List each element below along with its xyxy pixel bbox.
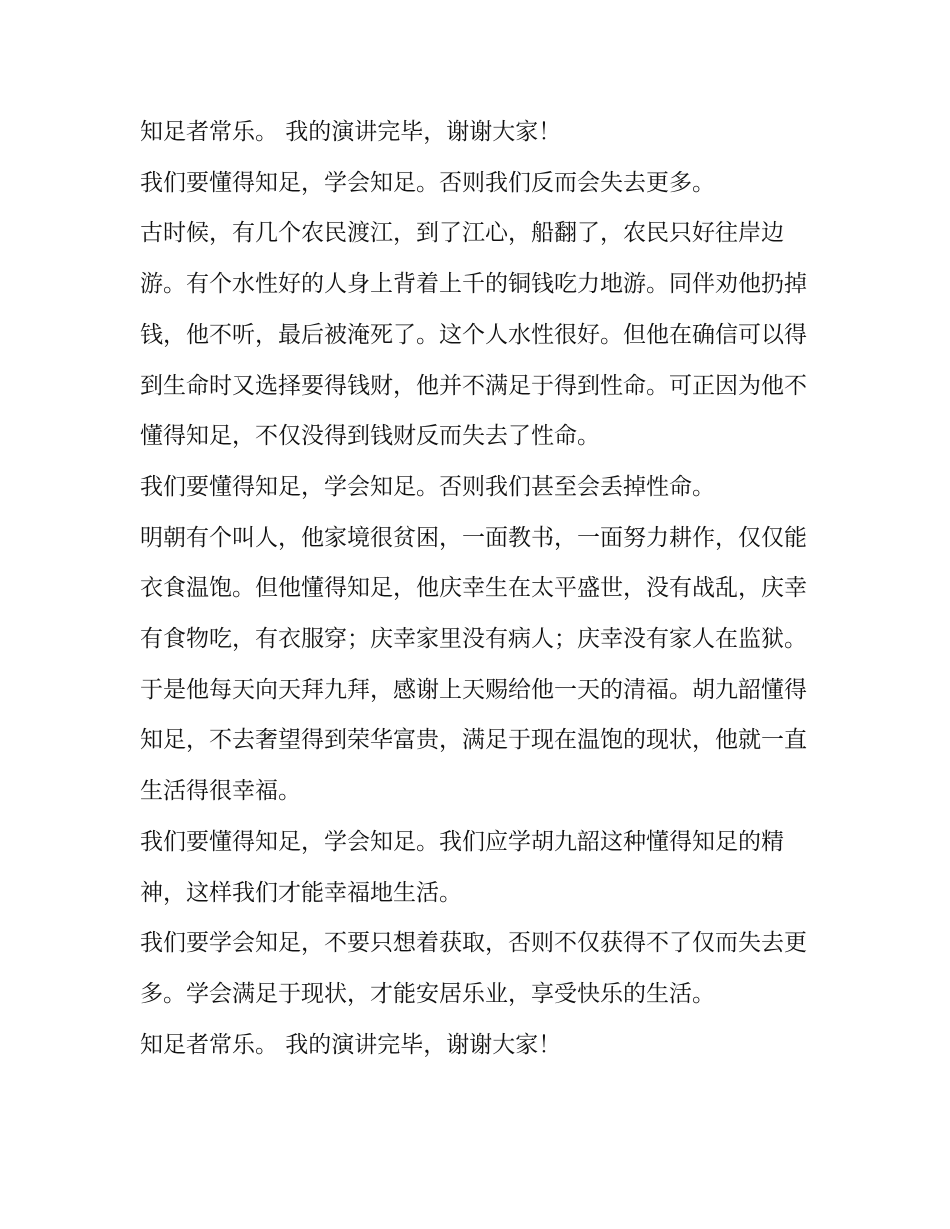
paragraph-story-farmers: 古时候，有几个农民渡江，到了江心，船翻了，农民只好往岸边游。有个水性好的人身上背着上千的铜钱吃力地游。同伴劝他扔掉钱，他不听，最后被淹死了。这个人水性很好。但他在确信可以得到生命时又选择要得钱财，他并不满足于得到性命。可正因为他不懂得知足，不仅没得到钱财反而失去了性命。 [140,220,807,450]
paragraph-point-2: 我们要懂得知足，学会知足。否则我们甚至会丢掉性命。 [140,473,715,500]
paragraph-point-1: 我们要懂得知足，学会知足。否则我们反而会失去更多。 [140,169,715,196]
speech-body [140,107,820,1070]
paragraph-story-hu-jiushao: 明朝有个叫人，他家境很贫困，一面教书，一面努力耕作，仅仅能衣食温饱。但他懂得知足，他庆幸生在太平盛世，没有战乱，庆幸有食物吃，有衣服穿；庆幸家里没有病人；庆幸没有家人在监狱。于是他每天向天拜九拜，感谢上天赐给他一天的清福。胡九韶懂得知足，不去奢望得到荣华富贵，满足于现在温饱的现状，他就一直生活得很幸福。 [140,524,807,805]
paragraph-conclusion: 我们要学会知足，不要只想着获取，否则不仅获得不了仅而失去更多。学会满足于现状，才能安居乐业，享受快乐的生活。 [140,930,807,1007]
paragraph-closing-bottom: 知足者常乐。 我的演讲完毕，谢谢大家！ [140,1031,562,1058]
paragraph-point-3: 我们要懂得知足，学会知足。我们应学胡九韶这种懂得知足的精神，这样我们才能幸福地生活。 [140,828,784,906]
paragraph-closing-top: 知足者常乐。 我的演讲完毕，谢谢大家！ [140,119,562,145]
